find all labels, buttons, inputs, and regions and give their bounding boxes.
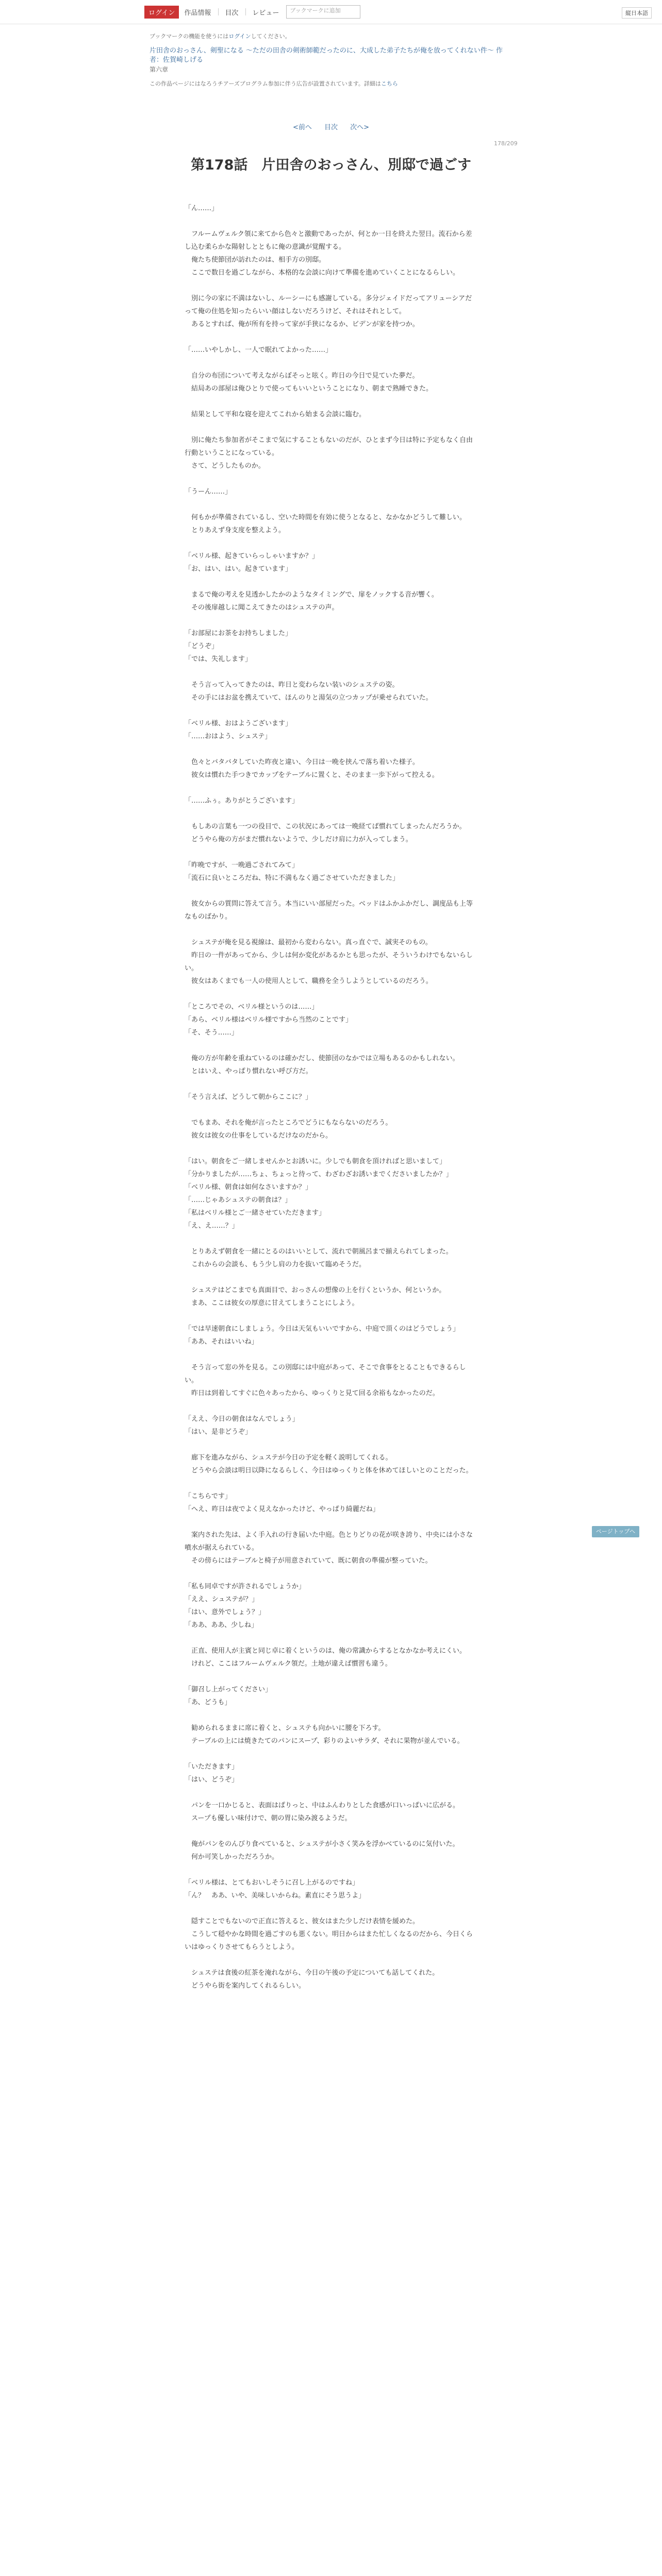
nav-link-toc[interactable]: 目次 — [225, 9, 239, 17]
paragraph: シュステが俺を見る視線は、最初から変わらない。真っ直ぐで、誠実そのもの。 — [185, 939, 432, 946]
paragraph: 「では、失礼します」 — [185, 655, 252, 663]
paragraph: 「いただきます」 — [185, 1763, 239, 1771]
paragraph: 「はい、是非どうぞ」 — [185, 1428, 252, 1436]
paragraph: 別に俺たち参加者がそこまで気にすることもないのだが、ひとまず今日は特に予定もなく自由行動ということになっている。 — [185, 436, 473, 457]
nav-link-work-info[interactable]: 作品情報 — [184, 9, 211, 17]
paragraph: 何か可笑しかっただろうか。 — [185, 1853, 279, 1861]
paragraph: 「ええ、今日の朝食はなんでしょう」 — [185, 1415, 299, 1423]
paragraph: その後扉越しに聞こえてきたのはシュステの声。 — [185, 604, 339, 612]
paragraph: 「……じゃあシュステの朝食は？」 — [185, 1196, 292, 1204]
paragraph: さて、どうしたものか。 — [185, 462, 265, 470]
paragraph: 別に今の家に不満はないし、ルーシーにも感謝している。多分ジェイドだってアリューシアだって俺の住処を知ったらいい顔はしないだろうけど、それはそれとして。 — [185, 295, 472, 315]
paragraph: 「へえ、昨日は夜でよく見えなかったけど、やっぱり綺麗だね」 — [185, 1505, 379, 1513]
page-top-button[interactable]: ページトップへ — [592, 1526, 639, 1537]
paragraph: 「どうぞ」 — [185, 642, 219, 650]
paragraph: 俺がパンをのんびり食べていると、シュステが小さく笑みを浮かべているのに気付いた。 — [185, 1840, 459, 1848]
work-info — [150, 32, 512, 89]
blank-line — [185, 1902, 478, 1915]
top-nav-bar — [0, 0, 662, 24]
episode-nav — [0, 122, 662, 131]
blank-line — [185, 1954, 478, 1967]
paragraph: まるで俺の考えを見透かしたかのようなタイミングで、扉をノックする音が響く。 — [185, 591, 438, 599]
blank-line — [185, 1516, 478, 1529]
blank-line — [185, 357, 478, 369]
paragraph: 彼女は慣れた手つきでカップをテーブルに置くと、そのまま一歩下がって控える。 — [185, 771, 439, 779]
paragraph: その手にはお盆を携えていて、ほんのりと湯気の立つカップが乗せられていた。 — [185, 694, 433, 702]
blank-line — [185, 988, 478, 1001]
blank-line — [185, 1400, 478, 1413]
paragraph: 「はい、どうぞ」 — [185, 1776, 239, 1784]
blank-line — [185, 279, 478, 292]
blank-line — [185, 807, 478, 820]
blank-line — [185, 846, 478, 859]
paragraph: 隠すことでもないので正直に答えると、彼女はまた少しだけ表情を緩めた。 — [185, 1918, 420, 1925]
blank-line — [185, 421, 478, 434]
blank-line — [185, 1567, 478, 1580]
paragraph: 俺たち使節団が訪れたのは、相手方の別邸。 — [185, 256, 326, 264]
blank-line — [185, 1438, 478, 1451]
blank-line — [185, 1786, 478, 1799]
paragraph: 「分かりましたが……ちょ、ちょっと待って、わざわざお誘いまでくださいましたか？」 — [185, 1171, 453, 1178]
blank-line — [185, 1078, 478, 1091]
blank-line — [185, 1039, 478, 1052]
blank-line — [185, 472, 478, 485]
paragraph: 案内された先は、よく手入れの行き届いた中庭。色とりどりの花が咲き誇り、中央には小さな噴水が据えられている。 — [185, 1531, 473, 1552]
paragraph: 「ん？ ああ、いや、美味しいからね。素直にそう思うよ」 — [185, 1892, 366, 1900]
paragraph: 「はい、意外でしょう？」 — [185, 1608, 266, 1616]
blank-line — [185, 395, 478, 408]
cheers-note-text: この作品ページにはなろうチアーズプログラム参加に伴う広告が設置されています。詳細は — [150, 80, 381, 87]
paragraph: 「では早速朝食にしましょう。今日は天気もいいですから、中庭で頂くのはどうでしょう」 — [185, 1325, 460, 1333]
blank-line — [185, 1310, 478, 1323]
paragraph: けれど、ここはフルームヴェルク領だ。土地が違えば慣習も違う。 — [185, 1660, 392, 1668]
blank-line — [185, 1271, 478, 1284]
paragraph: これからの会談も、もう少し肩の力を抜いて臨めそうだ。 — [185, 1261, 366, 1268]
blank-line — [185, 704, 478, 717]
paragraph: 「……いやしかし、一人で眠れてよかった……」 — [185, 346, 333, 354]
paragraph: 昨日の一件があってから、少しは何か変化があるかとも思ったが、そういうわけでもないらしい。 — [185, 952, 473, 972]
blank-line — [185, 1709, 478, 1722]
blank-line — [185, 1670, 478, 1683]
details-link[interactable]: こちら — [380, 80, 398, 87]
bookmark-note-text: ブックマークの機能を使うには — [150, 33, 229, 40]
blank-line — [185, 1477, 478, 1490]
novel-body — [185, 202, 478, 1992]
paragraph: テーブルの上には焼きたてのパンにスープ、彩りのよいサラダ、それに果物が並んでいる。 — [185, 1737, 464, 1745]
paragraph: 昨日は到着してすぐに色々あったから、ゆっくりと見て回る余裕もなかったのだ。 — [185, 1389, 439, 1397]
prev-episode-link[interactable]: <前へ — [292, 124, 312, 131]
series-title-link[interactable]: 片田舎のおっさん、剣聖になる ～ただの田舎の剣術師範だったのに、大成した弟子たちが俺を放ってくれない件～ 作者：佐賀崎しげる — [150, 47, 503, 64]
blank-line — [185, 1863, 478, 1876]
paragraph: パンを一口かじると、表面はぱりっと、中はふんわりとした食感が口いっぱいに広がる。 — [185, 1802, 460, 1809]
paragraph: こうして穏やかな時間を過ごすのも悪くない。明日からはまた忙しくなるのだから、今日くらいはゆっくりさせてもらうとしよう。 — [185, 1930, 473, 1951]
paragraph: どうやら俺の方がまだ慣れないようで、少しだけ肩に力が入ってしまう。 — [185, 836, 412, 843]
divider — [245, 8, 246, 15]
paragraph: 「ああ、それはいいね」 — [185, 1338, 258, 1346]
paragraph: 「お部屋にお茶をお持ちしました」 — [185, 630, 292, 637]
paragraph: 正直、使用人が主賓と同じ卓に着くというのは、俺の常識からするとなかなか考えにくい。 — [185, 1647, 467, 1655]
paragraph: スープも優しい味付けで、朝の胃に染み渡るようだ。 — [185, 1815, 352, 1822]
paragraph: 「うーん……」 — [185, 488, 232, 496]
chapter-title: 第178話 片田舎のおっさん、別邸で過ごす — [191, 157, 471, 173]
paragraph: 「ええ、シュステが？」 — [185, 1596, 259, 1603]
blank-line — [185, 215, 478, 228]
paragraph: その傍らにはテーブルと椅子が用意されていて、既に朝食の準備が整っていた。 — [185, 1557, 432, 1565]
paragraph: 「ベリル様、起きていらっしゃいますか？」 — [185, 552, 319, 560]
paragraph: とりあえず身支度を整えよう。 — [185, 527, 286, 534]
paragraph: ここで数日を過ごしながら、本格的な会談に向けて準備を進めていくことになるらしい。 — [185, 269, 460, 277]
divider — [218, 8, 219, 15]
paragraph: どうやら街を案内してくれるらしい。 — [185, 1982, 306, 1990]
paragraph: 「……ふぅ。ありがとうございます」 — [185, 797, 299, 805]
login-link[interactable]: ログイン — [228, 33, 251, 40]
paragraph: 「え、え……？」 — [185, 1222, 239, 1230]
paragraph: そう言って入ってきたのは、昨日と変わらない装いのシュステの姿。 — [185, 681, 399, 689]
blank-line — [185, 1825, 478, 1838]
top-nav-links — [144, 6, 360, 18]
paragraph: そう言って窓の外を見る。この別邸には中庭があって、そこで食事をとることもできるらしい。 — [185, 1364, 466, 1384]
paragraph: 「はい。朝食をご一緒しませんかとお誘いに。少しでも朝食を頂ければと思いまして」 — [185, 1158, 446, 1165]
paragraph: フルームヴェルク領に来てから色々と激動であったが、何とか一日を終えた翌日。流石から差し込む柔らかな陽射しとともに俺の意識が覚醒する。 — [185, 230, 472, 251]
paragraph: 「あ、どうも」 — [185, 1699, 231, 1706]
blank-line — [185, 1348, 478, 1361]
blank-line — [185, 498, 478, 511]
paragraph: 俺の方が年齢を重ねているのは確かだし、使節団のなかでは立場もあるのかもしれない。 — [185, 1055, 459, 1062]
blank-line — [185, 743, 478, 756]
blank-line — [185, 1232, 478, 1245]
next-episode-link[interactable]: 次へ> — [350, 124, 370, 131]
paragraph: 「私も同卓ですが許されるでしょうか」 — [185, 1583, 305, 1590]
paragraph: 結局あの部屋は俺ひとりで使ってもいいということになり、朝まで熟睡できた。 — [185, 385, 433, 393]
blank-line — [185, 782, 478, 794]
paragraph: 「ああ、ああ、少しね」 — [185, 1621, 258, 1629]
blank-line — [185, 614, 478, 627]
nav-link-review[interactable]: レビュー — [252, 9, 279, 17]
blank-line — [185, 331, 478, 344]
paragraph: 彼女からの質問に答えて言う。本当にいい部屋だった。ベッドはふかふかだし、調度品も上等なものばかり。 — [185, 900, 473, 921]
paragraph: シュステは食後の紅茶を淹れながら、今日の午後の予定についても話してくれた。 — [185, 1969, 439, 1977]
paragraph: 「流石に良いところだね、特に不満もなく過ごさせていただきました」 — [185, 874, 400, 882]
paragraph: 勧められるままに席に着くと、シュステも向かいに腰を下ろす。 — [185, 1724, 385, 1732]
blank-line — [185, 923, 478, 936]
blank-line — [185, 885, 478, 897]
paragraph: 「そう言えば、どうして朝からここに？」 — [185, 1093, 312, 1101]
paragraph: 「私はベリル様とご一緒させていただきます」 — [185, 1209, 326, 1217]
paragraph: 結果として平和な寝を迎えてこれから始まる会談に臨む。 — [185, 411, 366, 418]
paragraph: 「お、はい、はい。起きています」 — [185, 565, 292, 573]
paragraph: でもまあ、それを俺が言ったところでどうにもならないのだろう。 — [185, 1119, 392, 1127]
paragraph: 「ん……」 — [185, 205, 219, 212]
bookmark-note — [150, 32, 512, 41]
paragraph: 廊下を進みながら、シュステが今日の予定を軽く説明してくれる。 — [185, 1454, 392, 1462]
paragraph: まあ、ここは彼女の厚意に甘えてしまうことにしよう。 — [185, 1299, 359, 1307]
blank-line — [185, 1142, 478, 1155]
paragraph: あるとすれば、俺が所有を持って家が手狭になるか、ビデンが家を持つか。 — [185, 320, 419, 328]
episode-number: 178/209 — [494, 140, 518, 147]
cheers-program-note — [150, 79, 512, 89]
login-button[interactable]: ログイン — [144, 6, 179, 19]
blank-line — [185, 1104, 478, 1116]
paragraph: 「ベリル様は、とてもおいしそうに召し上がるのですね」 — [185, 1879, 359, 1887]
paragraph: 「そ、そう……」 — [185, 1029, 238, 1037]
paragraph: 「ところでその、ベリル様というのは……」 — [185, 1003, 319, 1011]
paragraph: 「こちらです」 — [185, 1493, 231, 1500]
blank-line — [185, 575, 478, 588]
paragraph: 「あら、ベリル様はベリル様ですから当然のことです」 — [185, 1016, 353, 1024]
vertical-reading-button[interactable]: 縦日本語 — [622, 7, 652, 19]
paragraph: シュステはどこまでも真面目で、おっさんの想像の上を行くというか、何というか。 — [185, 1286, 446, 1294]
blank-line — [185, 1748, 478, 1760]
paragraph: 「ベリル様、朝食は如何なさいますか？」 — [185, 1183, 312, 1191]
paragraph: どうやら会談は明日以降になるらしく、今日はゆっくりと体を休めてほしいとのことだった。 — [185, 1467, 473, 1475]
paragraph: 彼女はあくまでも一人の使用人として、職務を全うしようとしているのだろう。 — [185, 977, 433, 985]
paragraph: 「昨晩ですが、一晩過ごされてみて」 — [185, 861, 299, 869]
paragraph: 「……おはよう、シュステ」 — [185, 733, 272, 740]
bookmark-input[interactable]: ブックマークに追加 — [286, 5, 360, 19]
paragraph: 何もかが準備されているし、空いた時間を有効に使うとなると、なかなかどうして難しい。 — [185, 514, 467, 521]
paragraph: もしあの言葉も一つの役目で、この状況にあっては一晩経てば慣れてしまったんだろうか。 — [185, 823, 466, 831]
paragraph: とりあえず朝食を一緒にとるのはいいとして、流れで朝風呂まで揃えられてしまった。 — [185, 1248, 453, 1256]
paragraph: 「ベリル様、おはようございます」 — [185, 720, 292, 727]
paragraph: 色々とバタバタしていた昨夜と違い、今日は一晩を挟んで落ち着いた様子。 — [185, 758, 419, 766]
chapter-group: 第六章 — [150, 66, 169, 73]
toc-link[interactable]: 目次 — [324, 124, 338, 131]
blank-line — [185, 537, 478, 550]
blank-line — [185, 666, 478, 679]
blank-line — [185, 1632, 478, 1645]
paragraph: 自分の布団について考えながらぼそっと呟く。昨日の今日で見ていた夢だ。 — [185, 372, 419, 380]
paragraph: とはいえ、やっぱり慣れない呼び方だ。 — [185, 1067, 312, 1075]
paragraph: 彼女は彼女の仕事をしているだけなのだから。 — [185, 1132, 333, 1140]
paragraph: 「御召し上がってください」 — [185, 1686, 272, 1693]
bookmark-note-text-end: してください。 — [251, 33, 291, 40]
